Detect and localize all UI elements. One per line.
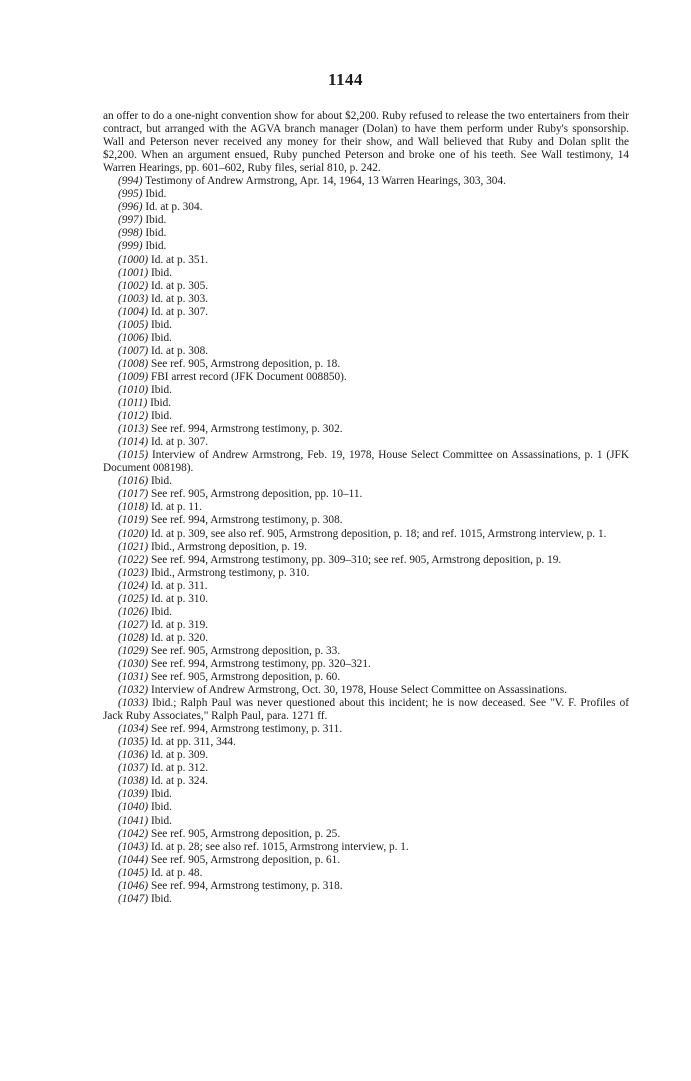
footnote-entry — [103, 684, 629, 697]
footnote-number: (1016) — [118, 475, 149, 488]
footnote-entry — [103, 697, 629, 723]
footnote-text: See ref. 994, Armstrong testimony, pp. 309–310; see ref. 905, Armstrong deposition, p. 19. — [150, 553, 562, 566]
footnote-entry — [103, 188, 629, 201]
footnote-entry — [103, 214, 629, 227]
footnote-number: (1041) — [118, 814, 149, 827]
notes-list — [103, 175, 629, 906]
footnote-text: Id. at p. 309. — [150, 749, 209, 762]
footnote-number: (1033) — [118, 697, 149, 710]
footnote-number: (1028) — [118, 631, 149, 644]
footnote-entry — [103, 371, 629, 384]
footnote-entry — [103, 501, 629, 514]
footnote-text: Ibid. — [150, 892, 172, 905]
footnote-number: (1021) — [118, 540, 149, 553]
footnote-text: See ref. 994, Armstrong testimony, p. 318. — [150, 879, 343, 892]
footnote-text: Ibid. — [150, 318, 172, 331]
footnote-text: Id. at p. 304. — [145, 201, 203, 214]
footnote-entry — [103, 841, 629, 854]
footnote-number: (1036) — [118, 749, 149, 762]
footnote-text: Ibid. — [150, 788, 172, 801]
footnote-number: (1008) — [118, 357, 149, 370]
footnote-number: (1005) — [118, 318, 149, 331]
footnote-text: See ref. 905, Armstrong deposition, p. 33. — [150, 644, 341, 657]
footnote-number: (999) — [118, 240, 143, 253]
footnote-entry — [103, 240, 629, 253]
footnote-number: (1019) — [118, 514, 149, 527]
footnote-number: (1030) — [118, 657, 149, 670]
footnote-text: See ref. 994, Armstrong testimony, p. 308. — [150, 514, 343, 527]
footnote-number: (1046) — [118, 879, 149, 892]
footnote-text: Id. at p. 305. — [150, 279, 209, 292]
footnote-number: (1025) — [118, 592, 149, 605]
footnote-text: Id. at p. 303. — [150, 292, 209, 305]
footnote-number: (1042) — [118, 827, 149, 840]
footnote-entry — [103, 514, 629, 527]
footnote-entry — [103, 567, 629, 580]
footnote-text: Id. at p. 319. — [150, 618, 209, 631]
footnote-entry — [103, 449, 629, 475]
footnote-entry — [103, 227, 629, 240]
footnote-text: Ibid. — [150, 475, 172, 488]
footnote-number: (1010) — [118, 383, 149, 396]
footnote-number: (1015) — [118, 449, 149, 462]
footnote-number: (1039) — [118, 788, 149, 801]
footnote-number: (996) — [118, 201, 143, 214]
footnote-number: (1009) — [118, 370, 149, 383]
footnote-number: (1006) — [118, 331, 149, 344]
footnote-text: Ibid. — [150, 801, 172, 814]
footnote-text: Ibid., Armstrong deposition, p. 19. — [150, 540, 307, 553]
footnote-entry — [103, 358, 629, 371]
footnote-number: (994) — [118, 175, 143, 188]
footnote-number: (1012) — [118, 410, 149, 423]
footnote-number: (1007) — [118, 344, 149, 357]
footnote-entry — [103, 201, 629, 214]
footnote-text: See ref. 905, Armstrong deposition, p. 60. — [150, 671, 341, 684]
footnote-number: (1014) — [118, 436, 149, 449]
footnote-entry — [103, 488, 629, 501]
footnote-entry — [103, 775, 629, 788]
footnote-number: (1020) — [118, 527, 149, 540]
footnote-entry — [103, 867, 629, 880]
page-number: 1144 — [327, 70, 364, 89]
footnote-text: See ref. 905, Armstrong deposition, p. 61. — [150, 853, 341, 866]
footnote-text: Id. at p. 48. — [150, 866, 203, 879]
footnote-entry — [103, 828, 629, 841]
footnote-entry — [103, 632, 629, 645]
footnote-number: (1038) — [118, 775, 149, 788]
footnote-number: (1017) — [118, 488, 149, 501]
footnote-text: Id. at p. 311. — [150, 579, 208, 592]
footnote-number: (998) — [118, 227, 143, 240]
footnote-text: Id. at p. 28; see also ref. 1015, Armstrong interview, p. 1. — [150, 840, 409, 853]
footnote-number: (1022) — [118, 553, 149, 566]
footnote-number: (1047) — [118, 892, 149, 905]
footnote-number: (1018) — [118, 501, 149, 514]
footnote-text: Ibid. — [145, 240, 167, 253]
footnote-text: See ref. 994, Armstrong testimony, p. 311. — [150, 723, 343, 736]
footnote-text: Id. at p. 307. — [150, 305, 209, 318]
footnote-entry — [103, 645, 629, 658]
footnotes-block — [103, 110, 629, 906]
footnote-number: (1032) — [118, 684, 149, 697]
footnote-text: Id. at p. 351. — [150, 253, 209, 266]
footnote-entry — [103, 749, 629, 762]
footnote-text: Id. at p. 309, see also ref. 905, Armstrong deposition, p. 18; and ref. 1015, Armstrong interview, p. 1. — [150, 527, 607, 540]
footnote-entry — [103, 736, 629, 749]
footnote-text: FBI arrest record (JFK Document 008850). — [150, 370, 347, 383]
footnote-text: Interview of Andrew Armstrong, Feb. 19, 1978, House Select Committee on Assassinations, p. 1 (JFK Document 008198). — [103, 449, 629, 475]
footnote-text: Ibid. — [145, 188, 167, 201]
footnote-number: (1031) — [118, 671, 149, 684]
footnote-entry — [103, 345, 629, 358]
footnote-number: (1044) — [118, 853, 149, 866]
footnote-text: Ibid. — [150, 397, 172, 410]
footnote-entry — [103, 306, 629, 319]
footnote-number: (1035) — [118, 736, 149, 749]
footnote-entry — [103, 801, 629, 814]
intro-paragraph: an offer to do a one-night convention show for about $2,200. Ruby refused to release the two entertainers from their contract, but arranged with the AGVA branch manager (Dolan) to have them perform under Ruby's sponsorship. Wall and Peterson never received any money for their show, and Wall believed that Ruby and Dolan split the $2,200. When an argument ensued, Ruby punched Peterson and broke one of his teeth. See Wall testimony, 14 Warren Hearings, pp. 601–602, Ruby files, serial 810, p. 242. — [103, 110, 629, 175]
footnote-number: (1037) — [118, 762, 149, 775]
footnote-entry — [103, 880, 629, 893]
footnote-text: Ibid. — [150, 410, 172, 423]
footnote-text: Id. at pp. 311, 344. — [150, 736, 236, 749]
footnote-number: (1011) — [118, 397, 148, 410]
footnote-text: Id. at p. 307. — [150, 436, 209, 449]
footnote-entry — [103, 528, 629, 541]
footnote-entry — [103, 436, 629, 449]
footnote-text: Ibid. — [145, 227, 167, 240]
footnote-text: Id. at p. 320. — [150, 631, 209, 644]
footnote-entry — [103, 593, 629, 606]
footnote-text: See ref. 905, Armstrong deposition, p. 18. — [150, 357, 341, 370]
footnote-entry — [103, 397, 629, 410]
footnote-text: See ref. 994, Armstrong testimony, pp. 320–321. — [150, 657, 371, 670]
footnote-number: (1045) — [118, 866, 149, 879]
footnote-number: (1029) — [118, 644, 149, 657]
footnote-entry — [103, 254, 629, 267]
footnote-number: (1024) — [118, 579, 149, 592]
footnote-entry — [103, 293, 629, 306]
footnote-text: Testimony of Andrew Armstrong, Apr. 14, 1964, 13 Warren Hearings, 303, 304. — [145, 175, 506, 188]
footnote-number: (1004) — [118, 305, 149, 318]
footnote-number: (1000) — [118, 253, 149, 266]
footnote-text: Interview of Andrew Armstrong, Oct. 30, 1978, House Select Committee on Assassinations. — [150, 684, 568, 697]
footnote-number: (1034) — [118, 723, 149, 736]
footnote-entry — [103, 423, 629, 436]
footnote-number: (1027) — [118, 618, 149, 631]
footnote-text: Ibid. — [150, 605, 172, 618]
footnote-entry — [103, 280, 629, 293]
footnote-number: (1043) — [118, 840, 149, 853]
footnote-text: See ref. 905, Armstrong deposition, pp. 10–11. — [150, 488, 363, 501]
footnote-entry — [103, 671, 629, 684]
footnote-entry — [103, 762, 629, 775]
footnote-entry — [103, 332, 629, 345]
footnote-text: Id. at p. 324. — [150, 775, 209, 788]
footnote-entry — [103, 580, 629, 593]
footnote-entry — [103, 475, 629, 488]
footnote-text: Ibid., Armstrong testimony, p. 310. — [150, 566, 310, 579]
footnote-entry — [103, 410, 629, 423]
footnote-number: (997) — [118, 214, 143, 227]
footnote-text: Ibid.; Ralph Paul was never questioned about this incident; he is now deceased. See "V. F. Profiles of Jack Ruby Associates," Ralph Paul, para. 1271 ff. — [103, 697, 630, 723]
footnote-entry — [103, 606, 629, 619]
footnote-entry — [103, 619, 629, 632]
footnote-text: Id. at p. 11. — [150, 501, 202, 514]
footnote-text: Ibid. — [145, 214, 167, 227]
footnote-entry — [103, 267, 629, 280]
footnote-text: Ibid. — [150, 266, 172, 279]
footnote-text: Ibid. — [150, 814, 172, 827]
footnote-number: (1001) — [118, 266, 149, 279]
footnote-entry — [103, 815, 629, 828]
footnote-entry — [103, 554, 629, 567]
footnote-number: (1023) — [118, 566, 149, 579]
footnote-entry — [103, 384, 629, 397]
footnote-text: Id. at p. 310. — [150, 592, 209, 605]
footnote-text: Id. at p. 308. — [150, 344, 209, 357]
footnote-entry — [103, 658, 629, 671]
footnote-text: Ibid. — [150, 383, 172, 396]
footnote-entry — [103, 319, 629, 332]
footnote-text: See ref. 994, Armstrong testimony, p. 302. — [150, 423, 343, 436]
footnote-entry — [103, 175, 629, 188]
footnote-number: (1013) — [118, 423, 149, 436]
footnote-number: (1040) — [118, 801, 149, 814]
footnote-text: Ibid. — [150, 331, 172, 344]
footnote-text: See ref. 905, Armstrong deposition, p. 25. — [150, 827, 341, 840]
footnote-entry — [103, 893, 629, 906]
footnote-entry — [103, 854, 629, 867]
footnote-number: (1003) — [118, 292, 149, 305]
footnote-number: (995) — [118, 188, 143, 201]
footnote-text: Id. at p. 312. — [150, 762, 209, 775]
footnote-entry — [103, 723, 629, 736]
footnote-number: (1002) — [118, 279, 149, 292]
footnote-entry — [103, 541, 629, 554]
footnote-number: (1026) — [118, 605, 149, 618]
footnote-entry — [103, 788, 629, 801]
